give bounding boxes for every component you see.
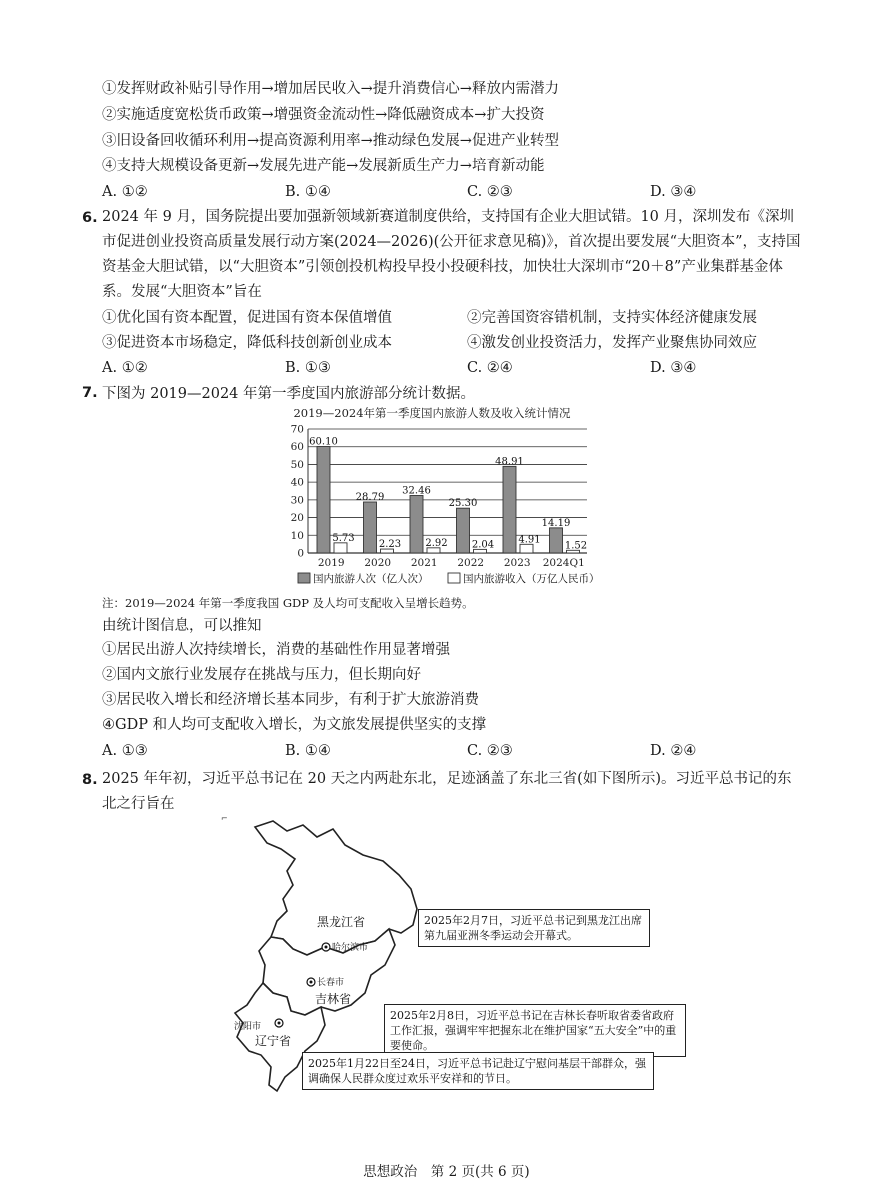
province-heilongjiang: 黑龙江省: [317, 915, 366, 929]
q6-statement-2: ②完善国资容错机制，支持实体经济健康发展: [467, 310, 757, 326]
y-tick-label: 10: [290, 529, 304, 542]
q5-statement-2: ②实施适度宽松货币政策→增强资金流动性→降低融资成本→扩大投资: [102, 107, 545, 123]
q6-statement-3: ③促进资本市场稳定，降低科技创新创业成本: [102, 335, 392, 351]
data-label: 1.52: [564, 540, 588, 552]
bar-revenue: [334, 543, 347, 553]
callout-heilongjiang: 2025年2月7日，习近平总书记到黑龙江出席第九届亚洲冬季运动会开幕式。: [418, 909, 650, 947]
tourism-bar-chart: [282, 403, 602, 588]
bar-visitors: [457, 508, 470, 553]
legend-label: 国内旅游收入（万亿人民币）: [463, 573, 600, 585]
q5-statement-1: ①发挥财政补贴引导作用→增加居民收入→提升消费信心→释放内需潜力: [102, 81, 559, 97]
data-label: 32.46: [402, 485, 431, 497]
x-tick-label: 2024Q1: [542, 557, 585, 569]
city-dot-harbin: [325, 946, 328, 949]
q5-option-b[interactable]: B. ①④: [285, 184, 331, 200]
city-dot-changchun: [310, 981, 313, 984]
bar-visitors: [550, 528, 563, 553]
q7-number: 7.: [82, 385, 98, 401]
q6-option-c[interactable]: C. ②④: [467, 360, 513, 376]
data-label: 2.23: [378, 539, 402, 551]
q7-option-d[interactable]: D. ②④: [650, 743, 697, 759]
city-dot-shenyang: [278, 1022, 281, 1025]
bar-visitors: [503, 466, 516, 553]
q7-statement-2: ②国内文旅行业发展存在挑战与压力，但长期向好: [102, 667, 421, 683]
data-label: 28.79: [355, 492, 385, 504]
callout-jilin: 2025年2月8日，习近平总书记在吉林长春听取省委省政府工作汇报，强调牢牢把握东北在维护国家“五大安全”中的重要使命。: [384, 1004, 686, 1057]
legend-swatch: [298, 573, 310, 583]
x-tick-label: 2019: [317, 557, 345, 569]
data-label: 2.92: [425, 537, 448, 549]
x-tick-label: 2020: [364, 557, 392, 569]
city-harbin: 哈尔滨市: [332, 943, 369, 953]
y-tick-label: 0: [297, 547, 304, 560]
q7-option-a[interactable]: A. ①③: [102, 743, 148, 759]
q8-stem: 2025 年年初，习近平总书记在 20 天之内两赴东北，足迹涵盖了东北三省(如下图所示)。习近平总书记的东北之行旨在: [102, 771, 792, 812]
data-label: 14.19: [541, 517, 571, 529]
q6-option-b[interactable]: B. ①③: [285, 360, 331, 376]
q5-statement-4: ④支持大规模设备更新→发展先进产能→发展新质生产力→培育新动能: [102, 158, 545, 174]
city-changchun: 长春市: [317, 978, 345, 988]
q7-statement-3: ③居民收入增长和经济增长基本同步，有利于扩大旅游消费: [102, 692, 479, 708]
y-tick-label: 40: [290, 476, 304, 489]
q8-number: 8.: [82, 772, 98, 788]
bar-visitors: [364, 502, 377, 553]
q6-option-d[interactable]: D. ③④: [650, 360, 697, 376]
bar-revenue: [520, 544, 533, 553]
q7-option-b[interactable]: B. ①④: [285, 743, 331, 759]
data-label: 2.04: [471, 539, 495, 551]
y-tick-label: 20: [290, 512, 304, 525]
q5-option-d[interactable]: D. ③④: [650, 184, 697, 200]
y-tick-label: 60: [290, 441, 304, 454]
data-label: 60.10: [309, 436, 338, 448]
y-tick-label: 50: [290, 458, 304, 471]
data-label: 25.30: [448, 498, 478, 510]
q6-statement-4: ④激发创业投资活力，发挥产业聚焦协同效应: [467, 335, 757, 351]
data-label: 4.91: [518, 534, 541, 546]
bar-visitors: [317, 447, 330, 553]
q7-lead: 由统计图信息，可以推知: [102, 618, 262, 634]
map-corner-mark: ⌐: [221, 814, 228, 823]
legend-label: 国内旅游人次（亿人次）: [313, 573, 429, 585]
chart-title: 2019—2024年第一季度国内旅游人数及收入统计情况: [293, 406, 571, 420]
y-tick-label: 30: [290, 494, 304, 507]
q7-stem: 下图为 2019—2024 年第一季度国内旅游部分统计数据。: [102, 386, 476, 402]
callout-liaoning: 2025年1月22日至24日，习近平总书记赴辽宁慰问基层干部群众，强调确保人民群众度过欢乐平安祥和的节日。: [302, 1052, 654, 1090]
q6-number: 6.: [82, 210, 98, 226]
y-tick-label: 70: [290, 423, 304, 436]
province-liaoning: 辽宁省: [255, 1034, 292, 1048]
x-tick-label: 2022: [457, 557, 485, 569]
q6-stem: 2024 年 9 月，国务院提出要加强新领域新赛道制度供给，支持国有企业大胆试错。10 月，深圳发布《深圳市促进创业投资高质量发展行动方案(2024—2026)(公开征求意见稿)》，首次提出要发展“大胆资本”，支持国资基金大胆试错，以“大胆资本”引领创投机构投早投小投硬科技，加快壮大深圳市“20＋8”产业集群基金体系。发展“大胆资本”旨在: [102, 209, 801, 300]
x-tick-label: 2021: [410, 557, 438, 569]
q5-option-c[interactable]: C. ②③: [467, 184, 513, 200]
bar-visitors: [410, 495, 423, 553]
data-label: 48.91: [495, 456, 524, 468]
q6-statement-1: ①优化国有资本配置，促进国有资本保值增值: [102, 310, 392, 326]
legend-swatch: [448, 573, 460, 583]
city-shenyang: 沈阳市: [234, 1022, 262, 1032]
x-tick-label: 2023: [503, 557, 531, 569]
q5-statement-3: ③旧设备回收循环利用→提高资源利用率→推动绿色发展→促进产业转型: [102, 133, 559, 149]
data-label: 5.73: [332, 532, 355, 544]
page-footer: 思想政治 第 2 页(共 6 页): [363, 1164, 530, 1180]
province-jilin: 吉林省: [315, 992, 352, 1006]
q7-statement-1: ①居民出游人次持续增长，消费的基础性作用显著增强: [102, 642, 450, 658]
q7-option-c[interactable]: C. ②③: [467, 743, 513, 759]
q6-option-a[interactable]: A. ①②: [102, 360, 148, 376]
q5-option-a[interactable]: A. ①②: [102, 184, 148, 200]
heilongjiang-outline: [255, 821, 417, 955]
q7-note: 注：2019—2024 年第一季度我国 GDP 及人均可支配收入呈增长趋势。: [102, 596, 474, 610]
q7-statement-4: ④GDP 和人均可支配收入增长，为文旅发展提供坚实的支撑: [102, 717, 487, 733]
